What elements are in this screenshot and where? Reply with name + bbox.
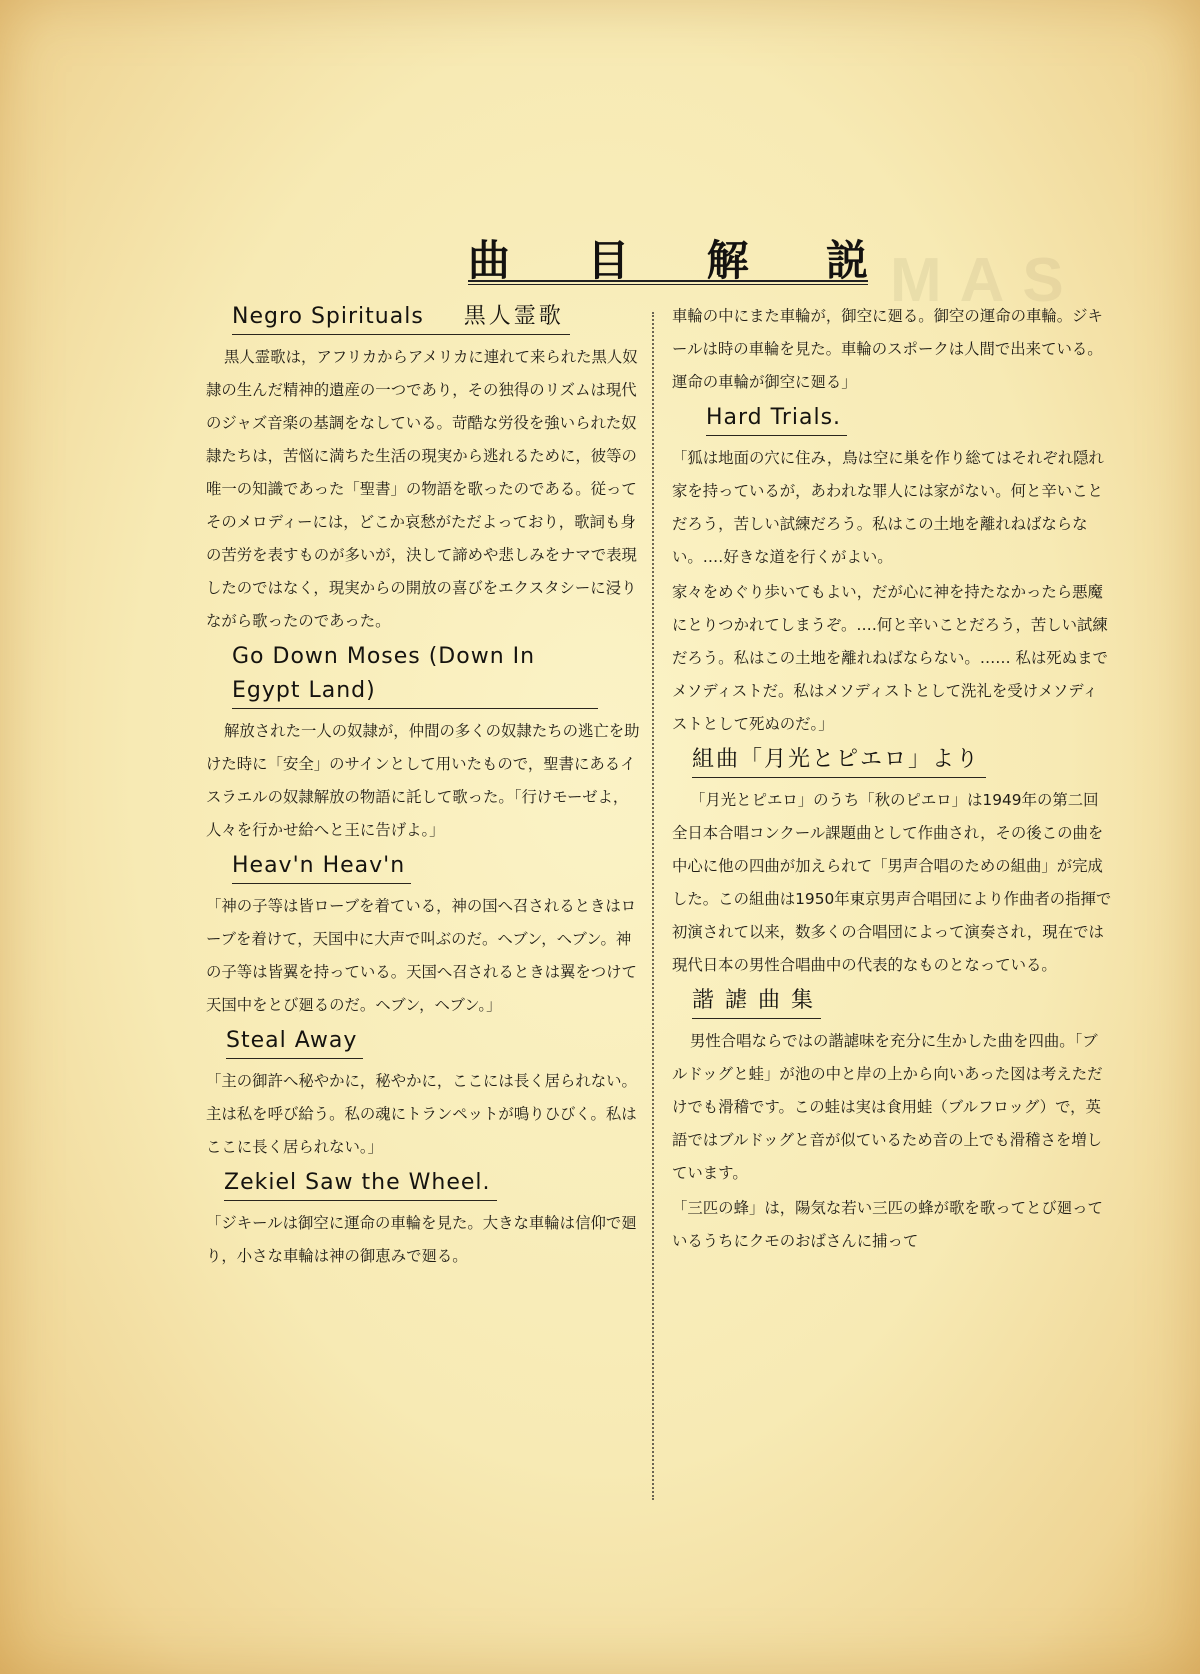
hard-trials-heading: Hard Trials.: [706, 401, 847, 436]
heavn-text: 「神の子等は皆ローブを着ている，神の国へ召されるときはローブを着けて，天国中に大声で叫ぶのだ。ヘブン，ヘブン。神の子等は皆翼を持っている。天国へ召されるときは翼をつけて天国中をとび廻るのだ。ヘブン，ヘブン。」: [206, 897, 637, 1014]
moonlight-pierrot-heading: 組曲「月光とピエロ」より: [692, 743, 986, 778]
negro-spirituals-heading: [232, 300, 570, 335]
hard-trials-text-1: 「狐は地面の穴に住み，鳥は空に巣を作り総てはそれぞれ隠れ家を持っているが，あわれな罪人には家がない。何と辛いことだろう，苦しい試練だろう。私はこの土地を離れねばならない。‥‥好きな道を行くがよい。: [672, 449, 1104, 566]
title-underline: [468, 280, 868, 282]
humorous-songs-text-2: 「三匹の蜂」は，陽気な若い三匹の蜂が歌を歌ってとび廻っているうちにクモのおばさんに捕って: [672, 1199, 1103, 1250]
zekiel-text-continued: 車輪の中にまた車輪が，御空に廻る。御空の運命の車輪。ジキールは時の車輪を見た。車輪のスポークは人間で出来ている。運命の車輪が御空に廻る」: [672, 307, 1103, 391]
title-char-3: 解: [706, 236, 749, 285]
go-down-moses-heading: Go Down Moses (Down In Egypt Land): [232, 640, 598, 709]
show-through-mark: MAS: [890, 246, 1082, 315]
zekiel-text: 「ジキールは御空に運命の車輪を見た。大きな車輪は信仰で廻り，小さな車輪は神の御恵みで廻る。: [206, 1214, 637, 1265]
negro-heading-jp: 黒人霊歌: [463, 304, 564, 329]
column-divider: [652, 312, 654, 1500]
heavn-heading: Heav'n Heav'n: [232, 849, 411, 884]
title-char-2: 目: [587, 236, 630, 285]
hard-trials-text-2: 家々をめぐり歩いてもよい，だが心に神を持たなかったら悪魔にとりつかれてしまうぞ。‥‥何と辛いことだろう，苦しい試練だろう。私はこの土地を離れねばならない。‥‥‥ 私は死ぬまでメソディストだ。私はメソディストとして洗礼を受けメソディストとして死ぬのだ。」: [672, 583, 1108, 733]
title-underline-thin: [468, 284, 868, 285]
moonlight-pierrot-text: 「月光とピエロ」のうち「秋のピエロ」は1949年の第二回全日本合唱コンクール課題曲として作曲され，その後この曲を中心に他の四曲が加えられて「男声合唱のための組曲」が完成した。この組曲は1950年東京男声合唱団により作曲者の指揮で初演されて以来，数多くの合唱団によって演奏され，現在では現代日本の男性合唱曲中の代表的なものとなっている。: [672, 791, 1112, 974]
steal-away-text: 「主の御許へ秘やかに，秘やかに，ここには長く居られない。主は私を呼び給う。私の魂にトランペットが鳴りひびく。私はここに長く居られない。」: [206, 1072, 637, 1156]
title-char-4: 説: [825, 236, 868, 285]
negro-heading-en: Negro Spirituals: [232, 304, 424, 329]
title-char-1: 曲: [468, 236, 511, 285]
negro-spirituals-text: 黒人霊歌は，アフリカからアメリカに連れて来られた黒人奴隷の生んだ精神的遺産の一つであり，その独得のリズムは現代のジャズ音楽の基調をなしている。苛酷な労役を強いられた奴隷たちは，苦悩に満ちた生活の現実から逃れるために，彼等の唯一の知識であった「聖書」の物語を歌ったのである。従ってそのメロディーには，どこか哀愁がただよっており，歌詞も身の苦労を表すものが多いが，決して諦めや悲しみをナマで表現したのではなく，現実からの開放の喜びをエクスタシーに浸りながら歌ったのであった。: [206, 348, 638, 630]
left-column: [206, 300, 644, 1275]
page-title: [468, 228, 868, 288]
steal-away-heading: Steal Away: [226, 1024, 363, 1059]
humorous-songs-heading: 諧 謔 曲 集: [692, 984, 821, 1019]
right-column: [672, 300, 1112, 1260]
go-down-moses-text: 解放された一人の奴隷が，仲間の多くの奴隷たちの逃亡を助けた時に「安全」のサインとして用いたもので，聖書にあるイスラエルの奴隷解放の物語に託して歌った。「行けモーゼよ，人々を行かせ給へと王に告げよ。」: [206, 722, 640, 839]
zekiel-heading: Zekiel Saw the Wheel.: [224, 1166, 497, 1201]
humorous-songs-text-1: 男性合唱ならではの諧謔味を充分に生かした曲を四曲。「ブルドッグと蛙」が池の中と岸の上から向いあった図は考えただけでも滑稽です。この蛙は実は食用蛙（ブルフロッグ）で，英語ではブルドッグと音が似ているため音の上でも滑稽さを増しています。: [672, 1032, 1103, 1182]
